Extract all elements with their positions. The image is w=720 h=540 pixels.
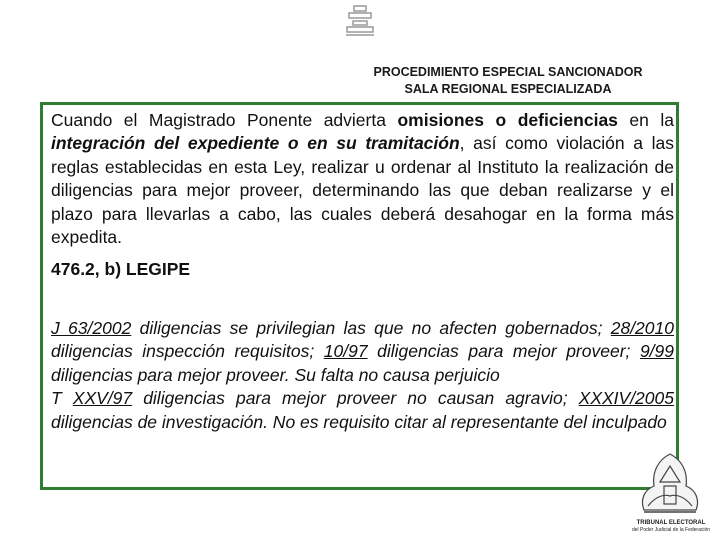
ref-text: diligencias para mejor proveer. Su falta no causa perjuicio xyxy=(51,364,500,385)
seal-sublabel: del Poder Judicial de la Federación xyxy=(631,527,711,533)
slide-header xyxy=(300,64,716,98)
text-run: Cuando el Magistrado Ponente advierta xyxy=(51,110,398,130)
thesis-prefix: T xyxy=(51,388,73,409)
text-run: , así como violación a las reglas establecidas en esta Ley, realizar u ordenar al Instituto la realización de diligencias para mejor proveer, determinando las que deban realizarse y el plazo para llevarlas a cabo, las cuales deberá desahogar en la forma más expedita. xyxy=(51,133,674,248)
header-line-1: PROCEDIMIENTO ESPECIAL SANCIONADOR xyxy=(373,65,643,79)
thesis-link[interactable]: XXV/97 xyxy=(72,388,133,409)
text-run: en la xyxy=(617,110,674,130)
jurisprudence-link[interactable]: 28/2010 xyxy=(610,318,674,338)
seal-caption xyxy=(628,520,714,534)
court-building-icon xyxy=(344,4,376,38)
jurisprudence-link[interactable]: 9/99 xyxy=(639,341,674,362)
ref-text: diligencias para mejor proveer no causan agravio; xyxy=(132,388,579,409)
ref-text: diligencias de investigación. No es requisito citar al representante del inculpado xyxy=(51,411,667,432)
thesis-link[interactable]: XXXIV/2005 xyxy=(578,388,674,409)
legal-citation: 476.2, b) LEGIPE xyxy=(51,259,191,279)
jurisprudence-paragraph xyxy=(51,317,674,434)
ref-text: diligencias inspección requisitos; xyxy=(51,341,324,362)
header-line-2: SALA REGIONAL ESPECIALIZADA xyxy=(404,82,612,96)
jurisprudence-link[interactable]: 10/97 xyxy=(323,341,368,362)
main-paragraph xyxy=(51,109,674,249)
ref-text: diligencias para mejor proveer; xyxy=(367,341,640,362)
jurisprudence-link[interactable]: J 63/2002 xyxy=(51,318,132,338)
emphasis-text: integración del expediente o en su tramitación xyxy=(51,133,460,154)
ref-text: diligencias se privilegian las que no afecten gobernados; xyxy=(131,318,611,338)
emphasis-text: omisiones o deficiencias xyxy=(397,110,618,130)
seal-label: TRIBUNAL ELECTORAL xyxy=(636,520,706,526)
